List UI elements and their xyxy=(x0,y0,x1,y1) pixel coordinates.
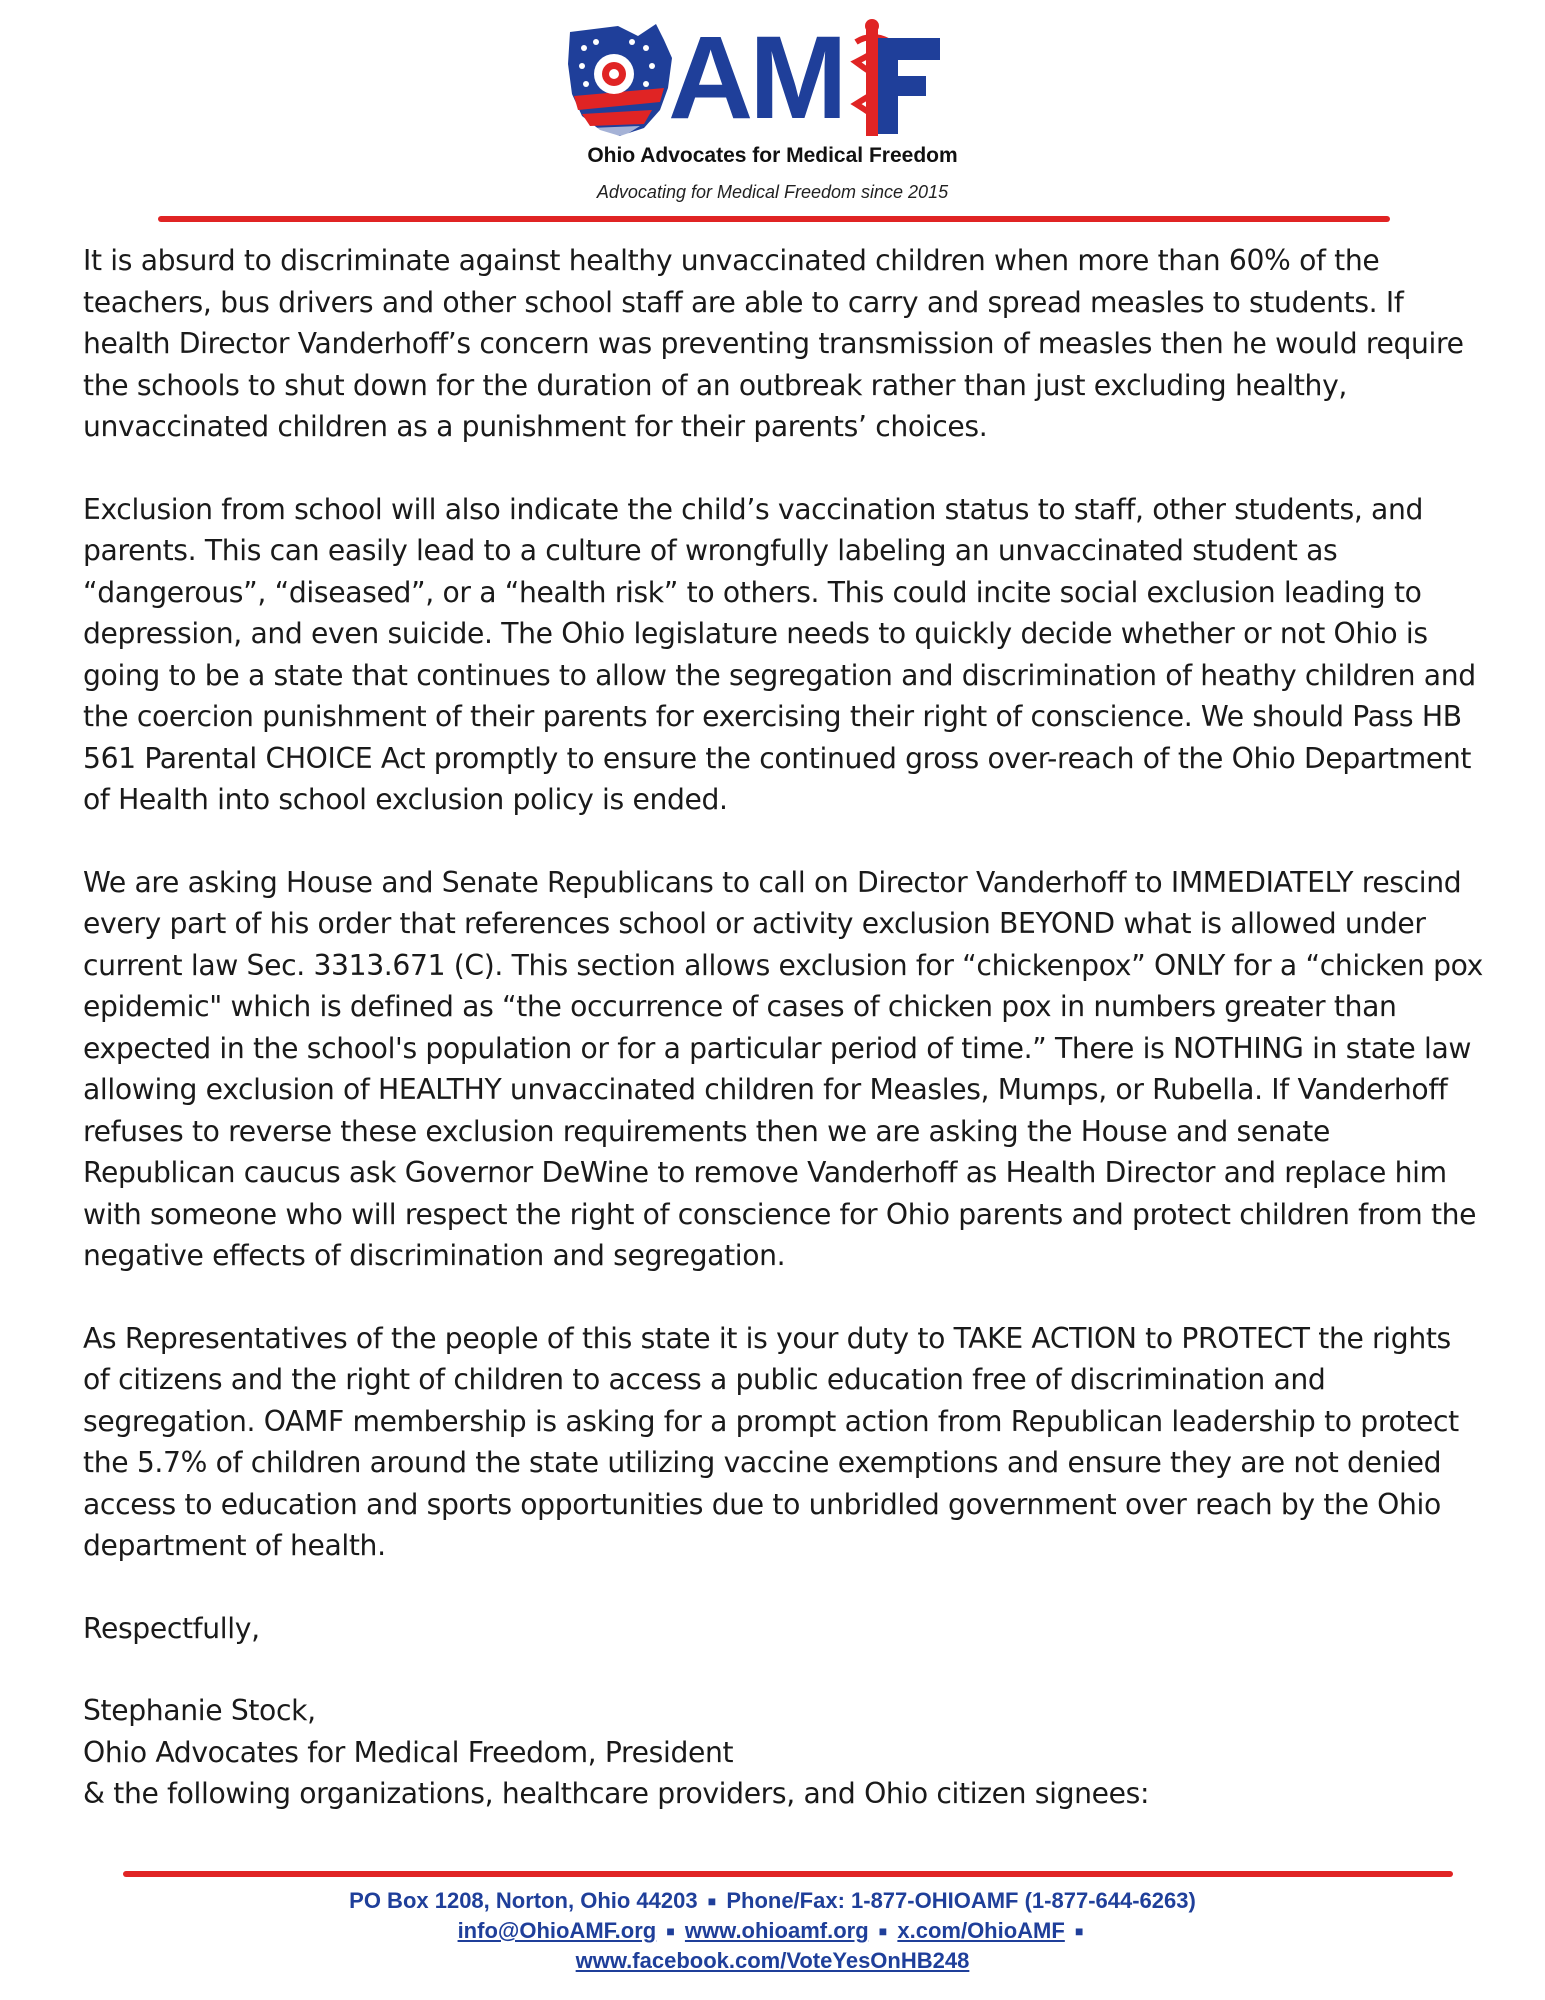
paragraph-3: We are asking House and Senate Republicans to call on Director Vanderhoff to IMMEDIATELY rescind every part of his order that references school or activity exclusion BEYOND what is allowed under current law Sec. 3313.671 (C). This section allows exclusion for “chickenpox” ONLY for a “chicken pox epidemic" which is defined as “the occurrence of cases of chicken pox in numbers greater than expected in the school's population or for a particular period of time.” There is NOTHING in state law allowing exclusion of HEALTHY unvaccinated children for Measles, Mumps, or Rubella. If Vanderhoff refuses to reverse these exclusion requirements then we are asking the House and senate Republican caucus ask Governor DeWine to remove Vanderhoff as Health Director and replace him with someone who will respect the right of conscience for Ohio parents and protect children from the negative effects of discrimination and segregation. xyxy=(83,865,1483,1272)
footer-line-1 xyxy=(0,1886,1545,1916)
email-link[interactable]: info@OhioAMF.org xyxy=(457,1918,657,1943)
org-name: Ohio Advocates for Medical Freedom xyxy=(587,144,958,167)
signees-intro: & the following organizations, healthcare providers, and Ohio citizen signees: xyxy=(83,1777,1150,1810)
phone-fax: Phone/Fax: 1-877-OHIOAMF (1-877-644-6263) xyxy=(726,1888,1196,1913)
caduceus-icon xyxy=(856,19,940,136)
footer-divider xyxy=(123,1871,1453,1877)
closing: Respectfully, xyxy=(83,1611,260,1645)
letterhead xyxy=(0,0,1545,230)
facebook-link[interactable]: www.facebook.com/VoteYesOnHB248 xyxy=(575,1948,970,1973)
mailing-address: PO Box 1208, Norton, Ohio 44203 xyxy=(349,1888,698,1913)
paragraph-1: It is absurd to discriminate against healthy unvaccinated children when more than 60% of the teachers, bus drivers and other school staff are able to carry and spread measles to students. If health Director Vanderhoff’s concern was preventing transmission of measles then he would require the schools to shut down for the duration of an outbreak rather than just excluding healthy, unvaccinated children as a punishment for their parents’ choices. xyxy=(83,244,1464,443)
footer-line-2 xyxy=(0,1916,1545,1946)
letter-body xyxy=(83,240,1483,1815)
paragraph-4: As Representatives of the people of this state it is your duty to TAKE ACTION to PROTECT the rights of citizens and the right of children to access a public education free of discrimination and segregation. OAMF membership is asking for a prompt action from Republican leadership to protect the 5.7% of children around the state utilizing vaccine exemptions and ensure they are not denied access to education and sports opportunities due to unbridled government over reach by the Ohio department of health. xyxy=(83,1321,1459,1562)
website-link[interactable]: www.ohioamf.org xyxy=(684,1918,869,1943)
separator-icon: ■ xyxy=(666,1923,675,1939)
signature-block xyxy=(83,1690,1483,1815)
signer-title: Ohio Advocates for Medical Freedom, President xyxy=(83,1735,734,1769)
oamf-logo xyxy=(560,18,980,140)
x-profile-link[interactable]: x.com/OhioAMF xyxy=(897,1918,1065,1943)
svg-text:AM: AM xyxy=(668,18,844,140)
ohio-flag-emblem-icon xyxy=(568,24,672,136)
footer-contact xyxy=(0,1886,1545,1975)
footer-line-3 xyxy=(0,1946,1545,1975)
separator-icon: ■ xyxy=(878,1923,888,1939)
separator-icon: ■ xyxy=(707,1893,717,1909)
org-tagline: Advocating for Medical Freedom since 2015 xyxy=(596,182,949,202)
paragraph-2: Exclusion from school will also indicate the child’s vaccination status to staff, other students, and parents. This can easily lead to a culture of wrongfully labeling an unvaccinated student as “dangerous”, “diseased”, or a “health risk” to others. This could incite social exclusion leading to depression, and even suicide. The Ohio legislature needs to quickly decide whether or not Ohio is going to be a state that continues to allow the segregation and discrimination of heathy children and the coercion punishment of their parents for exercising their right of conscience. We should Pass HB 561 Parental CHOICE Act promptly to ensure the continued gross over-reach of the Ohio Department of Health into school exclusion policy is ended. xyxy=(83,492,1476,816)
header-divider xyxy=(158,216,1390,222)
separator-icon: ■ xyxy=(1074,1923,1084,1939)
signer-name: Stephanie Stock, xyxy=(83,1694,316,1727)
